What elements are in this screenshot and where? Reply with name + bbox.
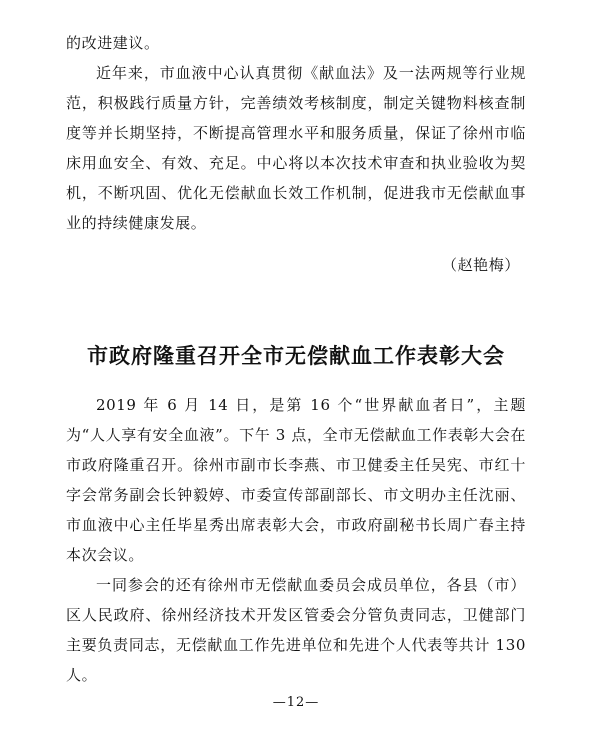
article-paragraph: 近年来，市血液中心认真贯彻《献血法》及一法两规等行业规范，积极践行质量方针，完善绩效考核制度，制定关键物料核查制度等并长期坚持，不断提高管理水平和服务质量，保证了徐州市临床用血安全、有效、充足。中心将以本次技术审查和执业验收为契机，不断巩固、优化无偿献血长效工作机制，促进我市无偿献血事业的持续健康发展。	[66, 64, 526, 232]
article-paragraph: 一同参会的还有徐州市无偿献血委员会成员单位，各县（市）区人民政府、徐州经济技术开发区管委会分管负责同志，卫健部门主要负责同志，无偿献血工作先进单位和先进个人代表等共计 130 人。	[66, 576, 526, 684]
author-signature: （赵艳梅）	[441, 256, 520, 274]
page-number: —12—	[272, 695, 320, 710]
article-title: 市政府隆重召开全市无偿献血工作表彰大会	[87, 343, 505, 368]
article-paragraph: 2019 年 6 月 14 日，是第 16 个“世界献血者日”，主题为“人人享有安全血液”。下午 3 点，全市无偿献血工作表彰大会在市政府隆重召开。徐州市副市长李燕、市卫健委主任吴宪、市红十字会常务副会长钟毅婷、市委宣传部副部长、市文明办主任沈丽、市血液中心主任毕星秀出席表彰大会，市政府副秘书长周广春主持本次会议。	[66, 396, 526, 564]
continued-text: 的改进建议。	[66, 34, 160, 52]
